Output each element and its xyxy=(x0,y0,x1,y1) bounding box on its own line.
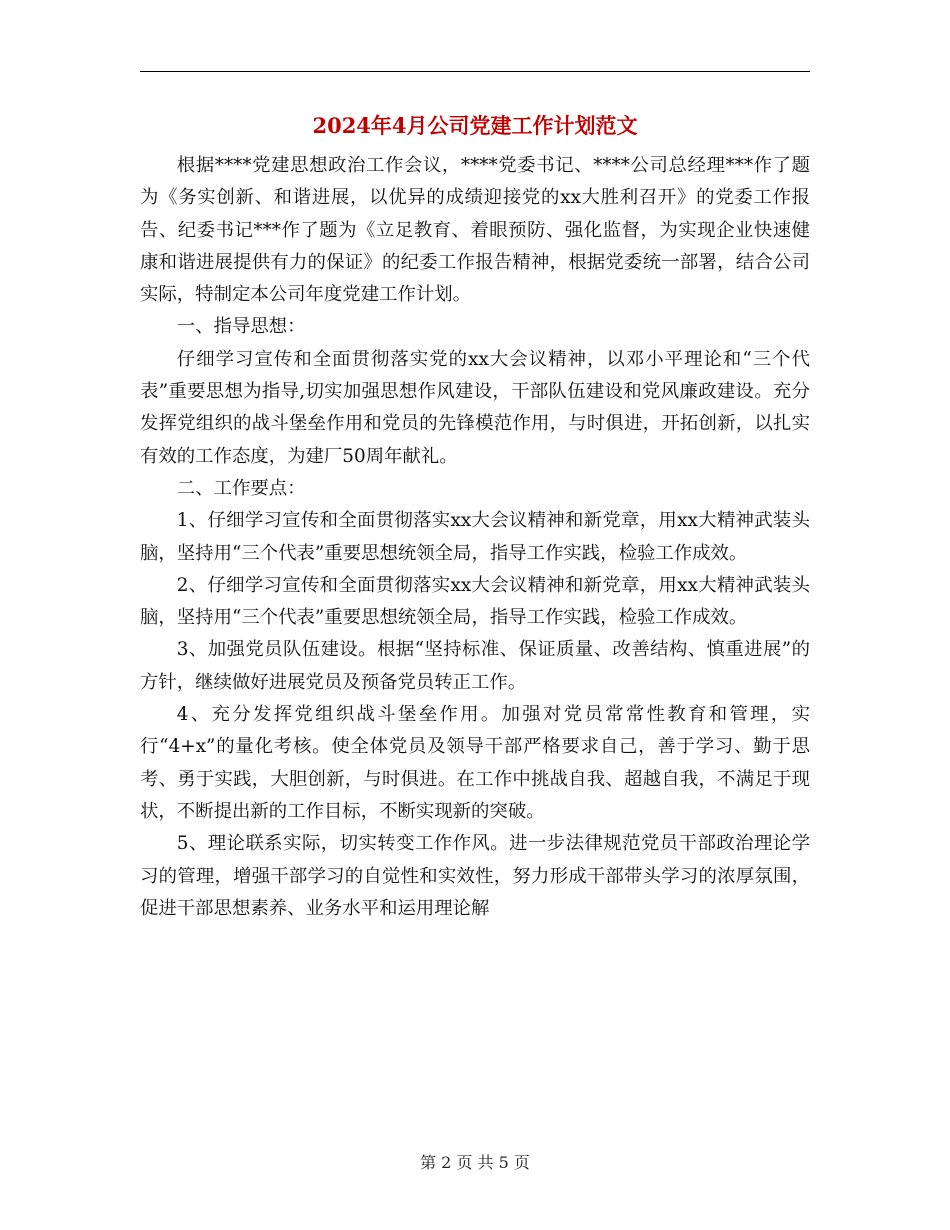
section-heading-work-points: 二、工作要点： xyxy=(176,477,306,499)
header-rule xyxy=(140,71,810,72)
work-point-5: 5、理论联系实际，切实转变工作作风。进一步法律规范党员干部政治理论学习的管理，增强干部学习的自觉性和实效性，努力形成干部带头学习的浓厚氛围，促进干部思想素养、业务水平和运用理论解 xyxy=(140,833,810,919)
work-point-2: 2、仔细学习宣传和全面贯彻落实xx大会议精神和新党章，用xx大精神武装头脑，坚持用“三个代表”重要思想统领全局，指导工作实践，检验工作成效。 xyxy=(140,574,810,629)
work-point-3: 3、加强党员队伍建设。根据“坚持标准、保证质量、改善结构、慎重进展”的方针，继续做好进展党员及预备党员转正工作。 xyxy=(140,639,810,693)
guiding-thought-paragraph: 仔细学习宣传和全面贯彻落实党的xx大会议精神，以邓小平理论和“三个代表”重要思想为指导,切实加强思想作风建设，干部队伍建设和党风廉政建设。充分发挥党组织的战斗堡垒作用和党员的先锋模范作用，与时俱进，开拓创新，以扎实有效的工作态度，为建厂50周年献礼。 xyxy=(140,348,810,467)
work-point-4: 4、充分发挥党组织战斗堡垒作用。加强对党员常常性教育和管理，实行“4+x”的量化考核。使全体党员及领导干部严格要求自己，善于学习、勤于思考、勇于实践，大胆创新，与时俱进。在工作中挑战自我、超越自我，不满足于现状，不断提出新的工作目标，不断实现新的突破。 xyxy=(140,704,810,822)
section-heading-guiding-thought: 一、指导思想： xyxy=(176,316,306,338)
page-number-footer: 第 2 页 共 5 页 xyxy=(420,1153,530,1172)
intro-paragraph: 根据****党建思想政治工作会议，****党委书记、****公司总经理***作了题为《务实创新、和谐进展，以优异的成绩迎接党的xx大胜利召开》的党委工作报告、纪委书记***作了题为《立足教育、着眼预防、强化监督，为实现企业快速健康和谐进展提供有力的保证》的纪委工作报告精神，根据党委统一部署，结合公司实际，特制定本公司年度党建工作计划。 xyxy=(140,155,810,306)
document-body xyxy=(140,150,810,925)
work-point-1: 1、仔细学习宣传和全面贯彻落实xx大会议精神和新党章，用xx大精神武装头脑，坚持用“三个代表”重要思想统领全局，指导工作实践，检验工作成效。 xyxy=(140,510,810,564)
document-title: 2024年4月公司党建工作计划范文 xyxy=(312,113,638,138)
